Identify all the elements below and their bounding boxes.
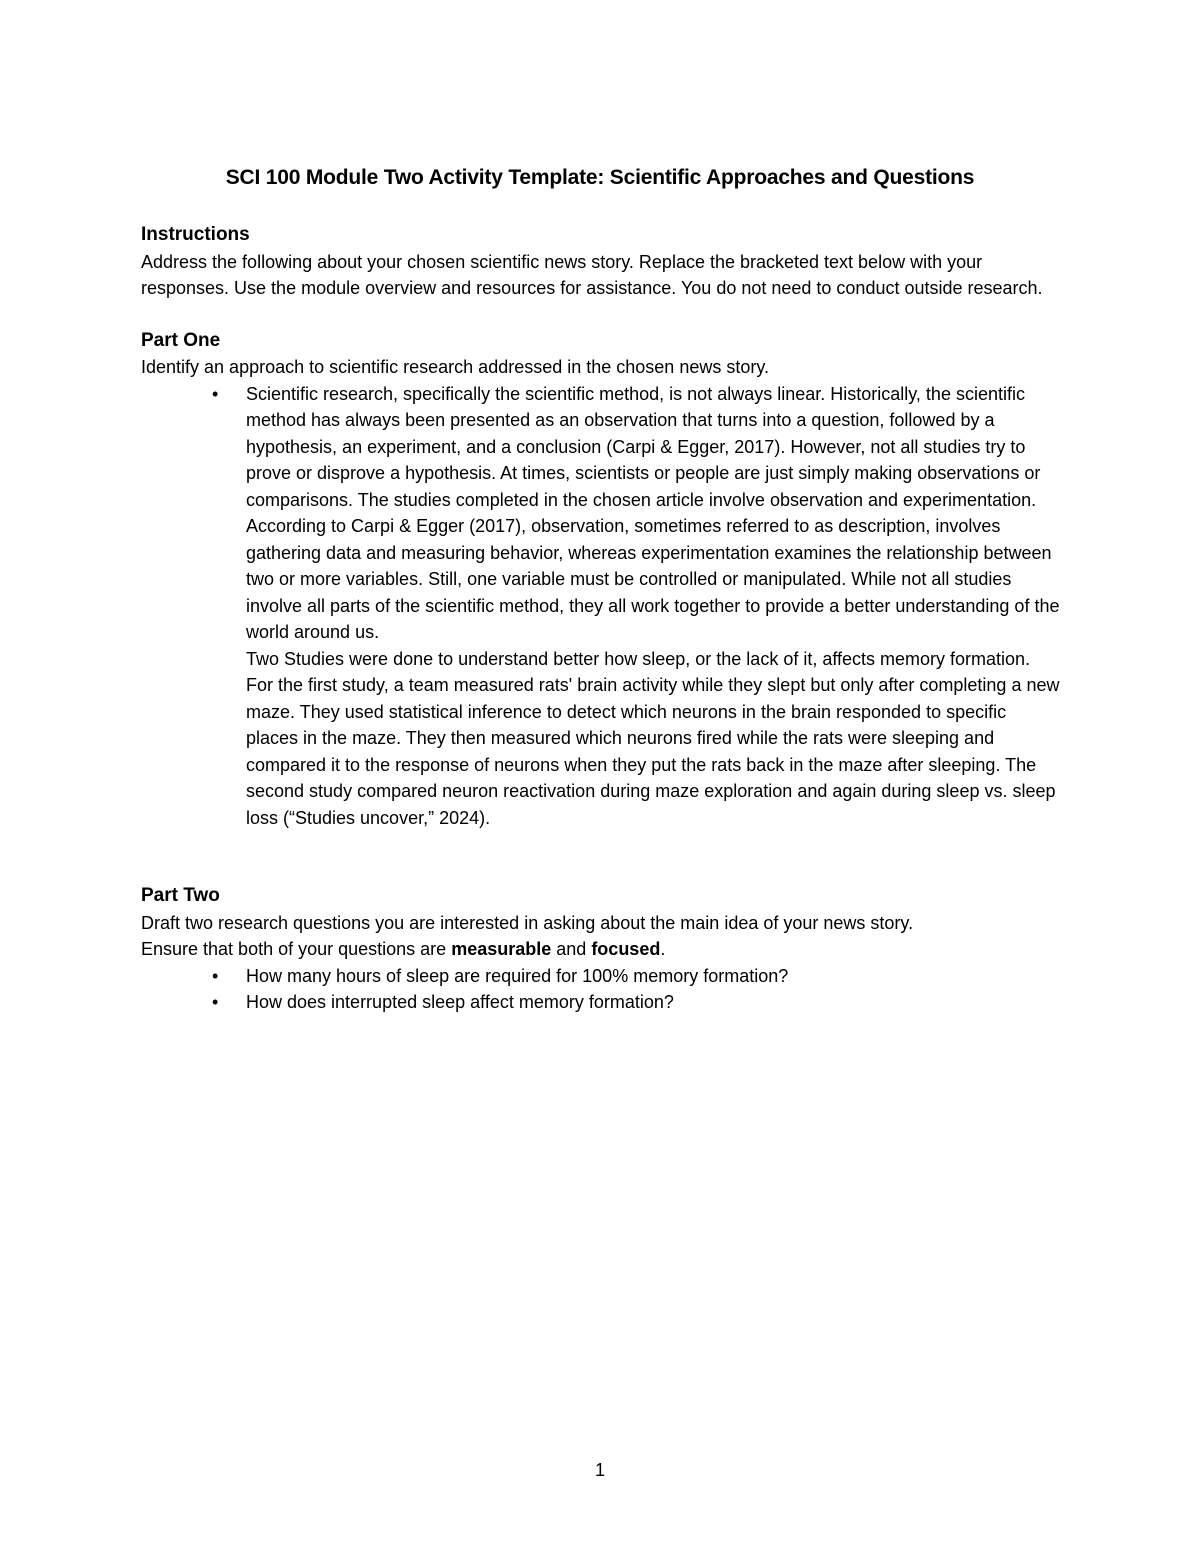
- spacer: [141, 302, 1061, 328]
- research-question: How does interrupted sleep affect memory formation?: [246, 992, 674, 1012]
- part-one-bullet-list: [141, 381, 1061, 646]
- measurable-emphasis: measurable: [451, 939, 552, 959]
- part-two-prompt-line2: [141, 936, 1061, 963]
- part-one-answer: Scientific research, specifically the scientific method, is not always linear. Historically, the scientific method has always been presented as an observation that turns into a question, followed by a hypothesis, an experiment, and a conclusion (Carpi & Egger, 2017). However, not all studies try to prove or disprove a hypothesis. At times, scientists or people are just simply making observations or comparisons. The studies completed in the chosen article involve observation and experimentation. According to Carpi & Egger (2017), observation, sometimes referred to as description, involves gathering data and measuring behavior, whereas experimentation examines the relationship between two or more variables. Still, one variable must be controlled or manipulated. While not all studies involve all parts of the scientific method, they all work together to provide a better understanding of the world around us.: [246, 383, 1060, 642]
- focused-emphasis: focused: [591, 939, 661, 959]
- part-two-prompt-line1: Draft two research questions you are interested in asking about the main idea of your news story.: [141, 912, 914, 933]
- part-one-answer-continuation: Two Studies were done to understand better how sleep, or the lack of it, affects memory formation. For the first study, a team measured rats' brain activity while they slept but only after completing a new maze. They used statistical inference to detect which neurons in the brain responded to specific places in the maze. They then measured which neurons fired while the rats were sleeping and compared it to the response of neurons when they put the rats back in the maze after sleeping. The second study compared neuron reactivation during maze exploration and again during sleep vs. sleep loss (“Studies uncover,” 2024).: [246, 648, 1060, 828]
- list-item: [212, 989, 1061, 1016]
- list-item: [212, 381, 1061, 646]
- research-question: How many hours of sleep are required for 100% memory formation?: [246, 965, 789, 986]
- part-one-prompt: Identify an approach to scientific research addressed in the chosen news story.: [141, 357, 770, 377]
- instructions-heading: Instructions: [141, 224, 250, 245]
- prompt-text: .: [660, 939, 666, 959]
- bullet-icon: •: [212, 965, 219, 986]
- list-item: [212, 963, 1061, 990]
- instructions-text: Address the following about your chosen scientific news story. Replace the bracketed text below with your responses. Use the module overview and resources for assistance. You do not need to conduct outside research.: [141, 251, 1043, 298]
- page-number: 1: [594, 1460, 605, 1480]
- prompt-text: Ensure that both of your questions are: [141, 939, 452, 959]
- part-one-heading: Part One: [141, 329, 221, 351]
- prompt-text: and: [551, 939, 592, 959]
- document-body: [141, 222, 1061, 1016]
- bullet-icon: •: [212, 383, 219, 404]
- research-questions-list: [141, 963, 1061, 1016]
- part-two-heading: Part Two: [141, 885, 220, 906]
- spacer: [141, 831, 1061, 883]
- document-title: SCI 100 Module Two Activity Template: Scientific Approaches and Questions: [225, 166, 975, 189]
- bullet-icon: •: [212, 992, 219, 1012]
